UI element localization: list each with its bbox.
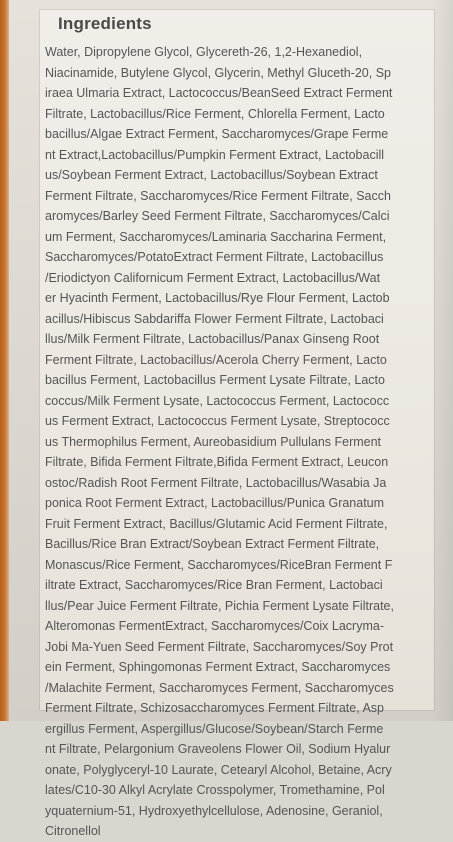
box-right-edge-shadow [431, 0, 453, 721]
ingredients-title: Ingredients [58, 14, 152, 33]
ingredients-list: Water, Dipropylene Glycol, Glycereth-26, 1,2-Hexanediol, Niacinamide, Butylene Glycol, Glycerin, Methyl Gluceth-20, Sp iraea Ulmaria Extract, Lactococcus/BeanSeed Extract Ferment Filtrate, Lactobacillus/Rice Ferment, Chlorella Ferment, Lacto bacillus/Algae Extract Ferment, Saccharomyces/Grape Ferme nt Extract,Lactobacillus/Pumpkin Ferment Extract, Lactobacill us/Soybean Ferment Extract, Lactobacillus/Soybean Extract Ferment Filtrate, Saccharomyces/Rice Ferment Filtrate, Sacch aromyces/Barley Seed Ferment Filtrate, Saccharomyces/Calci um Ferment, Saccharomyces/Laminaria Saccharina Ferment, Saccharomyces/PotatoExtract Ferment Filtrate, Lactobacillus /Eriodictyon Californicum Ferment Extract, Lactobacillus/Wat er Hyacinth Ferment, Lactobacillus/Rye Flour Ferment, Lactob acillus/Hibiscus Sabdariffa Flower Ferment Filtrate, Lactobaci llus/Milk Ferment Filtrate, Lactobacillus/Panax Ginseng Root Ferment Filtrate, Lactobacillus/Acerola Cherry Ferment, Lacto bacillus Ferment, Lactobacillus Ferment Lysate Filtrate, Lacto coccus/Milk Ferment Lysate, Lactococcus Ferment, Lactococc us Ferment Extract, Lactococcus Ferment Lysate, Streptococc us Thermophilus Ferment, Aureobasidium Pullulans Ferment Filtrate, Bifida Ferment Filtrate,Bifida Ferment Extract, Leucon ostoc/Radish Root Ferment Filtrate, Lactobacillus/Wasabia Ja ponica Root Ferment Extract, Lactobacillus/Punica Granatum Fruit Ferment Extract, Bacillus/Glutamic Acid Ferment Filtrate, Bacillus/Rice Bran Extract/Soybean Extract Ferment Filtrate, Monascus/Rice Ferment, Saccharomyces/RiceBran Ferment F iltrate Extract, Saccharomyces/Rice Bran Ferment, Lactobaci llus/Pear Juice Ferment Filtrate, Pichia Ferment Lysate Filtrate, Alteromonas FermentExtract, Saccharomyces/Coix Lacryma- Jobi Ma-Yuen Seed Ferment Filtrate, Saccharomyces/Soy Prot ein Ferment, Sphingomonas Ferment Extract, Saccharomyces /Malachite Ferment, Saccharomyces Ferment, Saccharomyces Ferment Filtrate, Schizosaccharomyces Ferment Filtrate, Asp ergillus Ferment, Aspergillus/Glucose/Soybean/Starch Ferme nt Filtrate, Pelargonium Graveolens Flower Oil, Sodium Hyalur onate, Polyglyceryl-10 Laurate, Cetearyl Alcohol, Betaine, Acry lates/C10-30 Alkyl Acrylate Crosspolymer, Tromethamine, Pol yquaternium-51, Hydroxyethylcellulose, Adenosine, Geraniol, Citronellol [45, 45, 394, 838]
box-left-edge [0, 0, 9, 721]
